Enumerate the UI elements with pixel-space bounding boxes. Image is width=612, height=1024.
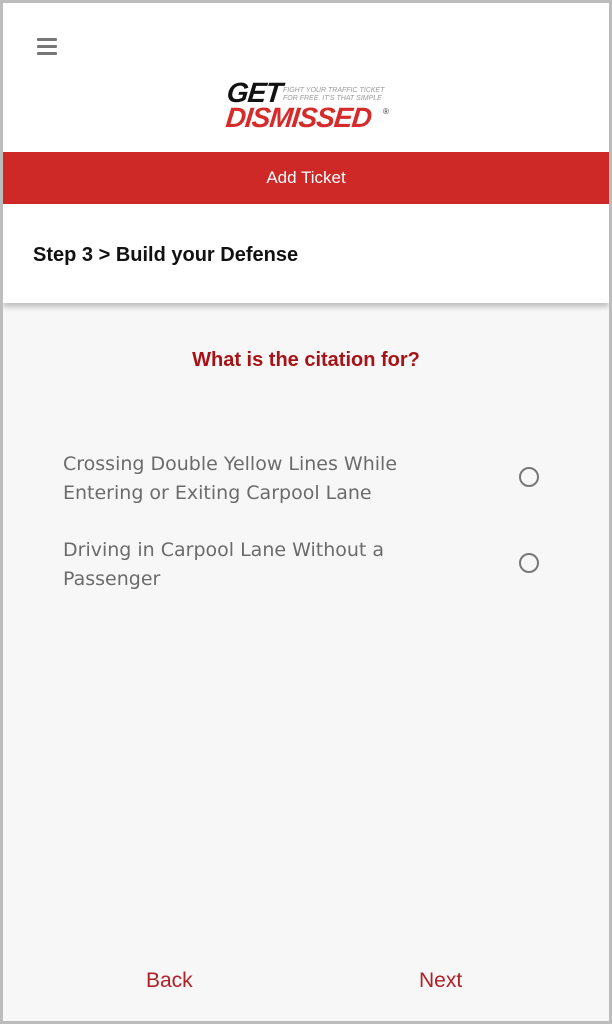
option-label: Driving in Carpool Lane Without a Passenger	[63, 539, 385, 590]
step-panel	[3, 204, 609, 303]
back-button[interactable]: Back	[146, 969, 193, 992]
radio-button[interactable]	[519, 467, 539, 487]
page-title-bar: Add Ticket	[3, 152, 609, 204]
logo-word-get: GET	[225, 77, 284, 108]
option-double-yellow-lines[interactable]	[63, 450, 549, 510]
menu-line	[37, 38, 57, 41]
registered-mark: ®	[383, 107, 389, 116]
next-button[interactable]: Next	[419, 969, 463, 992]
step-title: Step 3 > Build your Defense	[33, 244, 299, 266]
option-label: Crossing Double Yellow Lines While Entering or Exiting Carpool Lane	[63, 453, 398, 504]
hamburger-menu-icon[interactable]	[37, 36, 59, 56]
radio-button[interactable]	[519, 553, 539, 573]
logo-word-dismissed: DISMISSED	[224, 102, 373, 133]
question-text: What is the citation for?	[192, 349, 420, 371]
menu-line	[37, 52, 57, 55]
get-dismissed-logo	[223, 79, 393, 137]
logo-tagline: FIGHT YOUR TRAFFIC TICKET FOR FREE. IT'S THAT SIMPLE	[283, 87, 385, 102]
app-header	[3, 3, 609, 152]
option-no-passenger[interactable]	[63, 536, 549, 596]
menu-line	[37, 45, 57, 48]
